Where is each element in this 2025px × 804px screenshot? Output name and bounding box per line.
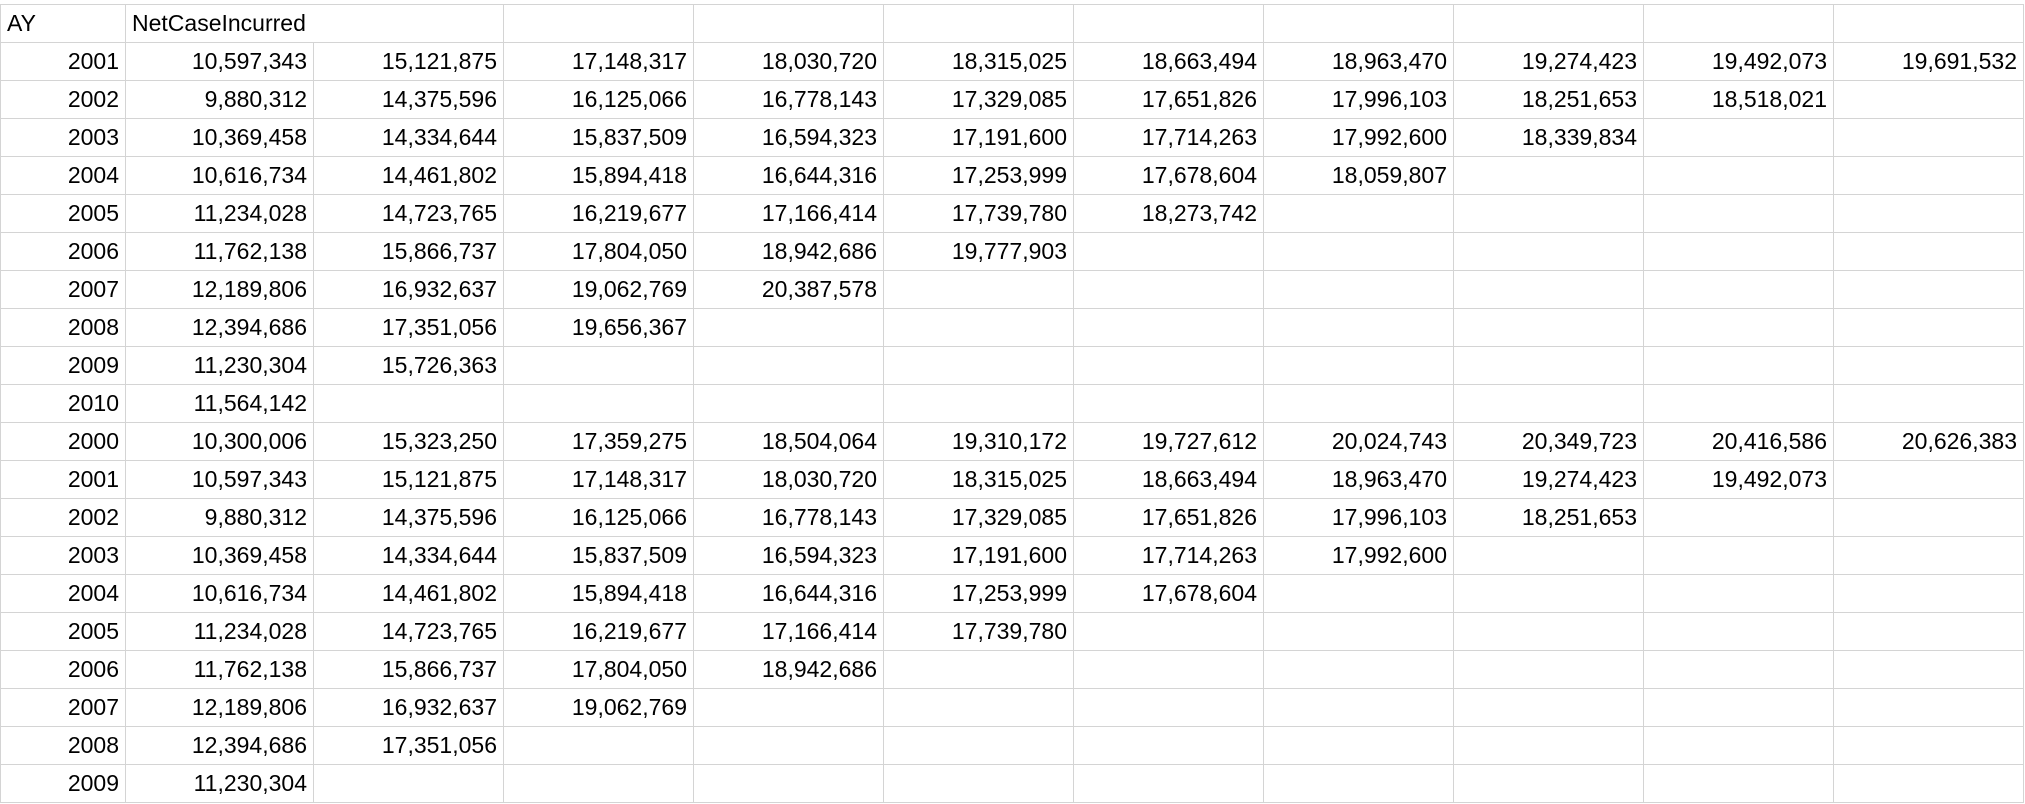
- cell-value[interactable]: [694, 765, 884, 803]
- cell-title-header[interactable]: NetCaseIncurred: [126, 5, 314, 43]
- cell-empty[interactable]: [1644, 5, 1834, 43]
- cell-accident-year[interactable]: 2004: [1, 157, 126, 195]
- cell-empty[interactable]: [1264, 5, 1454, 43]
- cell-value[interactable]: [1644, 651, 1834, 689]
- cell-value[interactable]: 12,189,806: [126, 271, 314, 309]
- cell-value[interactable]: [1834, 385, 2024, 423]
- cell-value[interactable]: [1644, 119, 1834, 157]
- cell-value[interactable]: 18,315,025: [884, 43, 1074, 81]
- cell-value[interactable]: 19,274,423: [1454, 43, 1644, 81]
- cell-value[interactable]: [1074, 613, 1264, 651]
- cell-value[interactable]: [1644, 385, 1834, 423]
- cell-accident-year[interactable]: 2009: [1, 347, 126, 385]
- cell-value[interactable]: [1264, 309, 1454, 347]
- cell-value[interactable]: [1834, 309, 2024, 347]
- cell-value[interactable]: [1454, 347, 1644, 385]
- table-row: [1, 385, 2024, 423]
- table-row: [1, 43, 2024, 81]
- cell-value[interactable]: 17,996,103: [1264, 499, 1454, 537]
- cell-empty[interactable]: [1454, 5, 1644, 43]
- cell-value[interactable]: 18,504,064: [694, 423, 884, 461]
- table-row: [1, 423, 2024, 461]
- cell-value[interactable]: 19,310,172: [884, 423, 1074, 461]
- table-row: [1, 461, 2024, 499]
- cell-value[interactable]: 15,894,418: [504, 575, 694, 613]
- cell-value[interactable]: 17,148,317: [504, 43, 694, 81]
- cell-value[interactable]: [1834, 613, 2024, 651]
- cell-value[interactable]: [1644, 575, 1834, 613]
- cell-value[interactable]: [1264, 347, 1454, 385]
- cell-value[interactable]: 18,315,025: [884, 461, 1074, 499]
- cell-value[interactable]: [1644, 537, 1834, 575]
- cell-value[interactable]: [694, 309, 884, 347]
- cell-value[interactable]: [694, 727, 884, 765]
- cell-value[interactable]: 12,394,686: [126, 309, 314, 347]
- table-row: [1, 537, 2024, 575]
- cell-value[interactable]: [1644, 195, 1834, 233]
- cell-value[interactable]: [314, 385, 504, 423]
- cell-value[interactable]: [1264, 727, 1454, 765]
- cell-value[interactable]: [884, 271, 1074, 309]
- cell-value[interactable]: [1454, 575, 1644, 613]
- cell-value[interactable]: 18,942,686: [694, 233, 884, 271]
- table-row: [1, 309, 2024, 347]
- cell-value[interactable]: 16,644,316: [694, 157, 884, 195]
- cell-value[interactable]: [1074, 765, 1264, 803]
- cell-accident-year[interactable]: 2008: [1, 309, 126, 347]
- cell-value[interactable]: 19,492,073: [1644, 43, 1834, 81]
- cell-value[interactable]: 17,166,414: [694, 613, 884, 651]
- cell-value[interactable]: 9,880,312: [126, 499, 314, 537]
- cell-value[interactable]: 17,714,263: [1074, 537, 1264, 575]
- cell-value[interactable]: [1454, 613, 1644, 651]
- cell-value[interactable]: 17,166,414: [694, 195, 884, 233]
- cell-value[interactable]: 17,253,999: [884, 157, 1074, 195]
- cell-value[interactable]: [1074, 309, 1264, 347]
- cell-value[interactable]: 19,274,423: [1454, 461, 1644, 499]
- cell-value[interactable]: [884, 765, 1074, 803]
- cell-value[interactable]: [1834, 347, 2024, 385]
- cell-value[interactable]: [1834, 727, 2024, 765]
- cell-value[interactable]: 14,461,802: [314, 575, 504, 613]
- cell-accident-year[interactable]: 2007: [1, 271, 126, 309]
- cell-value[interactable]: [504, 765, 694, 803]
- cell-value[interactable]: 17,996,103: [1264, 81, 1454, 119]
- cell-accident-year[interactable]: 2002: [1, 499, 126, 537]
- cell-value[interactable]: [1074, 689, 1264, 727]
- cell-value[interactable]: 17,191,600: [884, 537, 1074, 575]
- cell-value[interactable]: 11,564,142: [126, 385, 314, 423]
- table-row: [1, 765, 2024, 803]
- cell-value[interactable]: 18,251,653: [1454, 499, 1644, 537]
- cell-value[interactable]: [1074, 727, 1264, 765]
- cell-value[interactable]: 16,778,143: [694, 81, 884, 119]
- cell-value[interactable]: 16,932,637: [314, 271, 504, 309]
- cell-value[interactable]: 17,678,604: [1074, 157, 1264, 195]
- cell-value[interactable]: 18,963,470: [1264, 43, 1454, 81]
- cell-value[interactable]: [884, 651, 1074, 689]
- cell-ay-header[interactable]: AY: [1, 5, 126, 43]
- cell-value[interactable]: 15,866,737: [314, 233, 504, 271]
- table-row: [1, 233, 2024, 271]
- table-row: [1, 271, 2024, 309]
- cell-value[interactable]: [1264, 765, 1454, 803]
- cell-value[interactable]: 10,597,343: [126, 43, 314, 81]
- cell-value[interactable]: [1454, 537, 1644, 575]
- cell-value[interactable]: 17,804,050: [504, 233, 694, 271]
- table-row: [1, 613, 2024, 651]
- cell-value[interactable]: 14,375,596: [314, 81, 504, 119]
- table-row: [1, 195, 2024, 233]
- cell-value[interactable]: [1834, 157, 2024, 195]
- cell-value[interactable]: 11,762,138: [126, 651, 314, 689]
- header-row: [1, 5, 2024, 43]
- cell-value[interactable]: 18,663,494: [1074, 43, 1264, 81]
- cell-value[interactable]: 17,191,600: [884, 119, 1074, 157]
- cell-value[interactable]: 17,359,275: [504, 423, 694, 461]
- cell-value[interactable]: [884, 347, 1074, 385]
- cell-value[interactable]: 17,651,826: [1074, 499, 1264, 537]
- cell-empty[interactable]: [1074, 5, 1264, 43]
- table-row: [1, 651, 2024, 689]
- cell-value[interactable]: 18,251,653: [1454, 81, 1644, 119]
- cell-value[interactable]: [1264, 233, 1454, 271]
- cell-value[interactable]: 12,394,686: [126, 727, 314, 765]
- cell-value[interactable]: 19,492,073: [1644, 461, 1834, 499]
- cell-value[interactable]: 20,416,586: [1644, 423, 1834, 461]
- cell-value[interactable]: 18,273,742: [1074, 195, 1264, 233]
- cell-value[interactable]: [504, 347, 694, 385]
- cell-accident-year[interactable]: 2001: [1, 43, 126, 81]
- cell-accident-year[interactable]: 2004: [1, 575, 126, 613]
- cell-value[interactable]: [1264, 195, 1454, 233]
- table-row: [1, 689, 2024, 727]
- cell-value[interactable]: [1454, 385, 1644, 423]
- cell-value[interactable]: [1454, 309, 1644, 347]
- table-row: [1, 157, 2024, 195]
- cell-value[interactable]: [1264, 575, 1454, 613]
- cell-value[interactable]: [1264, 385, 1454, 423]
- cell-value[interactable]: 18,518,021: [1644, 81, 1834, 119]
- cell-value[interactable]: 15,837,509: [504, 537, 694, 575]
- cell-value[interactable]: 15,894,418: [504, 157, 694, 195]
- cell-empty[interactable]: [694, 5, 884, 43]
- cell-value[interactable]: [1454, 157, 1644, 195]
- cell-value[interactable]: 17,992,600: [1264, 119, 1454, 157]
- cell-value[interactable]: [1074, 651, 1264, 689]
- table-row: [1, 119, 2024, 157]
- cell-value[interactable]: [1834, 537, 2024, 575]
- cell-value[interactable]: [314, 765, 504, 803]
- cell-value[interactable]: 18,339,834: [1454, 119, 1644, 157]
- cell-value[interactable]: 11,230,304: [126, 347, 314, 385]
- cell-value[interactable]: [1834, 119, 2024, 157]
- cell-value[interactable]: 16,778,143: [694, 499, 884, 537]
- cell-value[interactable]: [1834, 765, 2024, 803]
- table-row: [1, 575, 2024, 613]
- cell-value[interactable]: [1644, 271, 1834, 309]
- cell-value[interactable]: 10,616,734: [126, 575, 314, 613]
- cell-value[interactable]: [1454, 765, 1644, 803]
- cell-value[interactable]: [1834, 81, 2024, 119]
- cell-accident-year[interactable]: 2001: [1, 461, 126, 499]
- cell-value[interactable]: [884, 309, 1074, 347]
- cell-value[interactable]: [1834, 195, 2024, 233]
- cell-value[interactable]: 17,253,999: [884, 575, 1074, 613]
- cell-value[interactable]: 18,059,807: [1264, 157, 1454, 195]
- cell-accident-year[interactable]: 2003: [1, 537, 126, 575]
- cell-value[interactable]: 15,323,250: [314, 423, 504, 461]
- cell-empty[interactable]: [504, 5, 694, 43]
- cell-accident-year[interactable]: 2005: [1, 613, 126, 651]
- cell-empty[interactable]: [1834, 5, 2024, 43]
- cell-value[interactable]: [1834, 651, 2024, 689]
- cell-value[interactable]: 10,597,343: [126, 461, 314, 499]
- cell-value[interactable]: [1644, 347, 1834, 385]
- cell-value[interactable]: 17,678,604: [1074, 575, 1264, 613]
- cell-value[interactable]: 11,234,028: [126, 613, 314, 651]
- cell-accident-year[interactable]: 2006: [1, 233, 126, 271]
- cell-accident-year[interactable]: 2006: [1, 651, 126, 689]
- cell-value[interactable]: 17,651,826: [1074, 81, 1264, 119]
- cell-value[interactable]: [1074, 347, 1264, 385]
- cell-value[interactable]: 10,616,734: [126, 157, 314, 195]
- cell-value[interactable]: 19,777,903: [884, 233, 1074, 271]
- cell-value[interactable]: 18,030,720: [694, 461, 884, 499]
- cell-value[interactable]: [1074, 271, 1264, 309]
- cell-value[interactable]: 11,230,304: [126, 765, 314, 803]
- cell-value[interactable]: [1454, 651, 1644, 689]
- cell-value[interactable]: 15,121,875: [314, 461, 504, 499]
- cell-value[interactable]: [694, 347, 884, 385]
- cell-value[interactable]: 20,349,723: [1454, 423, 1644, 461]
- cell-value[interactable]: 10,369,458: [126, 119, 314, 157]
- cell-value[interactable]: 19,691,532: [1834, 43, 2024, 81]
- cell-value[interactable]: [1264, 271, 1454, 309]
- cell-value[interactable]: [1644, 157, 1834, 195]
- cell-value[interactable]: [694, 385, 884, 423]
- cell-value[interactable]: 16,594,323: [694, 537, 884, 575]
- cell-value[interactable]: 15,726,363: [314, 347, 504, 385]
- cell-value[interactable]: [884, 689, 1074, 727]
- cell-value[interactable]: 11,234,028: [126, 195, 314, 233]
- cell-value[interactable]: [884, 385, 1074, 423]
- cell-value[interactable]: [1644, 765, 1834, 803]
- cell-value[interactable]: 14,461,802: [314, 157, 504, 195]
- cell-value[interactable]: [1264, 613, 1454, 651]
- cell-value[interactable]: 20,626,383: [1834, 423, 2024, 461]
- cell-value[interactable]: 19,656,367: [504, 309, 694, 347]
- cell-value[interactable]: 20,024,743: [1264, 423, 1454, 461]
- cell-empty[interactable]: [884, 5, 1074, 43]
- cell-value[interactable]: 10,300,006: [126, 423, 314, 461]
- table-row: [1, 81, 2024, 119]
- cell-value[interactable]: [1644, 499, 1834, 537]
- cell-value[interactable]: 11,762,138: [126, 233, 314, 271]
- cell-value[interactable]: [1454, 233, 1644, 271]
- cell-value[interactable]: [1264, 689, 1454, 727]
- cell-value[interactable]: 17,351,056: [314, 727, 504, 765]
- cell-value[interactable]: [884, 727, 1074, 765]
- cell-accident-year[interactable]: 2000: [1, 423, 126, 461]
- cell-value[interactable]: 14,723,765: [314, 613, 504, 651]
- cell-value[interactable]: 17,329,085: [884, 81, 1074, 119]
- cell-accident-year[interactable]: 2010: [1, 385, 126, 423]
- cell-value[interactable]: 9,880,312: [126, 81, 314, 119]
- cell-value[interactable]: [1264, 651, 1454, 689]
- cell-value[interactable]: [694, 689, 884, 727]
- cell-value[interactable]: 18,030,720: [694, 43, 884, 81]
- table-row: [1, 727, 2024, 765]
- cell-value[interactable]: 16,644,316: [694, 575, 884, 613]
- cell-value[interactable]: [1454, 689, 1644, 727]
- cell-value[interactable]: 14,334,644: [314, 537, 504, 575]
- cell-value[interactable]: 19,062,769: [504, 271, 694, 309]
- cell-value[interactable]: 20,387,578: [694, 271, 884, 309]
- table-row: [1, 347, 2024, 385]
- cell-accident-year[interactable]: 2003: [1, 119, 126, 157]
- cell-value[interactable]: [1644, 613, 1834, 651]
- cell-value[interactable]: [1074, 233, 1264, 271]
- cell-value[interactable]: 18,963,470: [1264, 461, 1454, 499]
- cell-accident-year[interactable]: 2005: [1, 195, 126, 233]
- cell-value[interactable]: [1074, 385, 1264, 423]
- cell-value[interactable]: 17,739,780: [884, 613, 1074, 651]
- cell-value[interactable]: 17,351,056: [314, 309, 504, 347]
- cell-value[interactable]: 17,714,263: [1074, 119, 1264, 157]
- cell-value[interactable]: [1454, 195, 1644, 233]
- cell-value[interactable]: [1644, 689, 1834, 727]
- cell-value[interactable]: 14,334,644: [314, 119, 504, 157]
- spreadsheet-grid: [0, 4, 2024, 803]
- cell-value[interactable]: 12,189,806: [126, 689, 314, 727]
- cell-value[interactable]: 19,062,769: [504, 689, 694, 727]
- cell-value[interactable]: [1834, 271, 2024, 309]
- cell-accident-year[interactable]: 2002: [1, 81, 126, 119]
- cell-value[interactable]: 16,932,637: [314, 689, 504, 727]
- cell-value[interactable]: 15,121,875: [314, 43, 504, 81]
- cell-value[interactable]: 16,594,323: [694, 119, 884, 157]
- cell-value[interactable]: [1834, 233, 2024, 271]
- cell-value[interactable]: 18,942,686: [694, 651, 884, 689]
- cell-value[interactable]: [1644, 309, 1834, 347]
- cell-value[interactable]: 18,663,494: [1074, 461, 1264, 499]
- cell-value[interactable]: 16,219,677: [504, 195, 694, 233]
- cell-value[interactable]: [504, 385, 694, 423]
- cell-value[interactable]: 15,866,737: [314, 651, 504, 689]
- cell-value[interactable]: 10,369,458: [126, 537, 314, 575]
- cell-value[interactable]: [1454, 727, 1644, 765]
- cell-accident-year[interactable]: 2007: [1, 689, 126, 727]
- table-row: [1, 499, 2024, 537]
- cell-accident-year[interactable]: 2008: [1, 727, 126, 765]
- cell-value[interactable]: 16,125,066: [504, 81, 694, 119]
- cell-value[interactable]: [504, 727, 694, 765]
- cell-value[interactable]: [1644, 233, 1834, 271]
- cell-value[interactable]: 17,739,780: [884, 195, 1074, 233]
- cell-value[interactable]: [1454, 271, 1644, 309]
- cell-value[interactable]: 15,837,509: [504, 119, 694, 157]
- cell-empty[interactable]: [314, 5, 504, 43]
- cell-value[interactable]: 16,219,677: [504, 613, 694, 651]
- cell-value[interactable]: [1834, 461, 2024, 499]
- cell-value[interactable]: 14,723,765: [314, 195, 504, 233]
- cell-value[interactable]: 17,148,317: [504, 461, 694, 499]
- cell-value[interactable]: 19,727,612: [1074, 423, 1264, 461]
- cell-value[interactable]: 17,329,085: [884, 499, 1074, 537]
- cell-value[interactable]: [1834, 499, 2024, 537]
- cell-value[interactable]: [1834, 689, 2024, 727]
- cell-value[interactable]: 14,375,596: [314, 499, 504, 537]
- cell-value[interactable]: [1644, 727, 1834, 765]
- cell-value[interactable]: 16,125,066: [504, 499, 694, 537]
- cell-value[interactable]: 17,804,050: [504, 651, 694, 689]
- cell-value[interactable]: 17,992,600: [1264, 537, 1454, 575]
- cell-value[interactable]: [1834, 575, 2024, 613]
- cell-accident-year[interactable]: 2009: [1, 765, 126, 803]
